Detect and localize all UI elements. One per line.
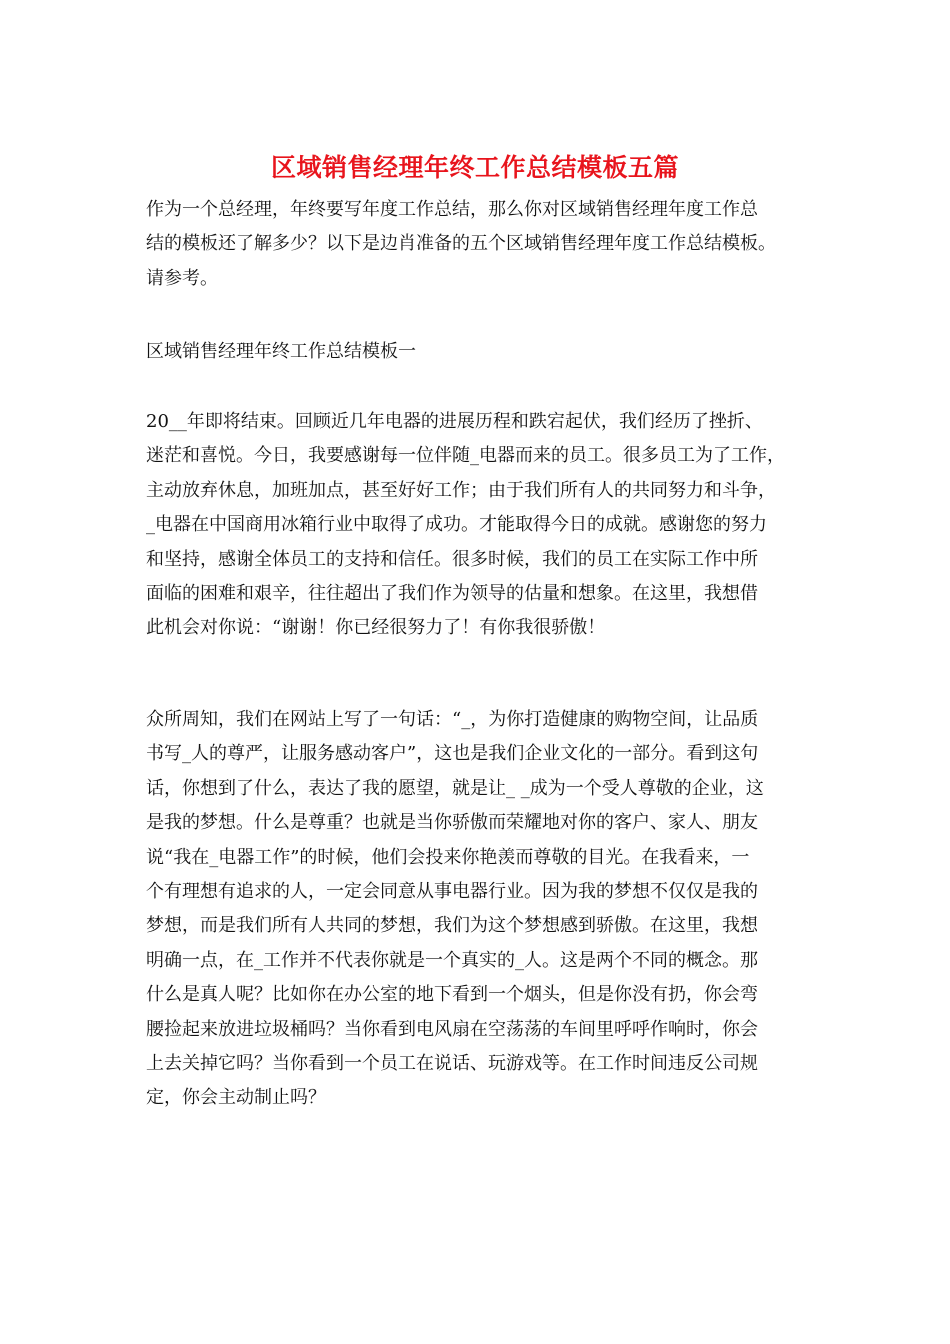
section-heading [146, 335, 416, 369]
section-heading-text: 区域销售经理年终工作总结模板一 [146, 341, 416, 362]
text-line: 结的模板还了解多少？以下是边肖准备的五个区域销售经理年度工作总结模板。 [146, 233, 776, 255]
body-paragraph-1 [146, 405, 785, 646]
text-line: 定，你会主动制止吗？ [146, 1087, 326, 1109]
text-line: 面临的困难和艰辛，往往超出了我们作为领导的估量和想象。在这里，我想借 [146, 582, 758, 604]
text-line: 上去关掉它吗？当你看到一个员工在说话、玩游戏等。在工作时间违反公司规 [146, 1052, 758, 1074]
text-line: 个有理想有追求的人，一定会同意从事电器行业。因为我的梦想不仅仅是我的 [146, 880, 758, 902]
text-line: 梦想，而是我们所有人共同的梦想，我们为这个梦想感到骄傲。在这里，我想 [146, 915, 758, 937]
text-line: 20__年即将结束。回顾近几年电器的进展历程和跌宕起伏，我们经历了挫折、 [146, 411, 763, 432]
text-line: 主动放弃休息，加班加点，甚至好好工作；由于我们所有人的共同努力和斗争， [146, 479, 776, 501]
text-line: 腰捡起来放进垃圾桶吗？当你看到电风扇在空荡荡的车间里呼呼作响时，你会 [146, 1018, 758, 1040]
text-line: 话，你想到了什么，表达了我的愿望，就是让_ _成为一个受人尊敬的企业，这 [146, 777, 764, 799]
text-line: 是我的梦想。什么是尊重？也就是当你骄傲而荣耀地对你的客户、家人、朋友 [146, 812, 758, 834]
text-line: 众所周知，我们在网站上写了一句话：“_，为你打造健康的购物空间，让品质 [146, 709, 759, 730]
intro-paragraph [146, 193, 776, 296]
text-line: 什么是真人呢？比如你在办公室的地下看到一个烟头，但是你没有扔，你会弯 [146, 984, 758, 1006]
body-paragraph-2 [146, 703, 764, 1116]
text-line: 说“我在_电器工作”的时候，他们会投来你艳羡而尊敬的目光。在我看来，一 [146, 846, 750, 868]
text-line: 迷茫和喜悦。今日，我要感谢每一位伴随_电器而来的员工。很多员工为了工作， [146, 445, 785, 467]
text-line: 此机会对你说：“谢谢！你已经很努力了！有你我很骄傲！ [146, 617, 606, 639]
text-line: 和坚持，感谢全体员工的支持和信任。很多时候，我们的员工在实际工作中所 [146, 548, 758, 570]
text-line: 书写_人的尊严，让服务感动客户”，这也是我们企业文化的一部分。看到这句 [146, 743, 759, 765]
text-line: 作为一个总经理，年终要写年度工作总结，那么你对区域销售经理年度工作总 [146, 199, 758, 220]
text-line: 请参考。 [146, 267, 218, 289]
document-title: 区域销售经理年终工作总结模板五篇 [270, 153, 679, 182]
text-line: _电器在中国商用冰箱行业中取得了成功。才能取得今日的成就。感谢您的努力 [146, 514, 767, 536]
text-line: 明确一点，在_工作并不代表你就是一个真实的_人。这是两个不同的概念。那 [146, 949, 758, 971]
